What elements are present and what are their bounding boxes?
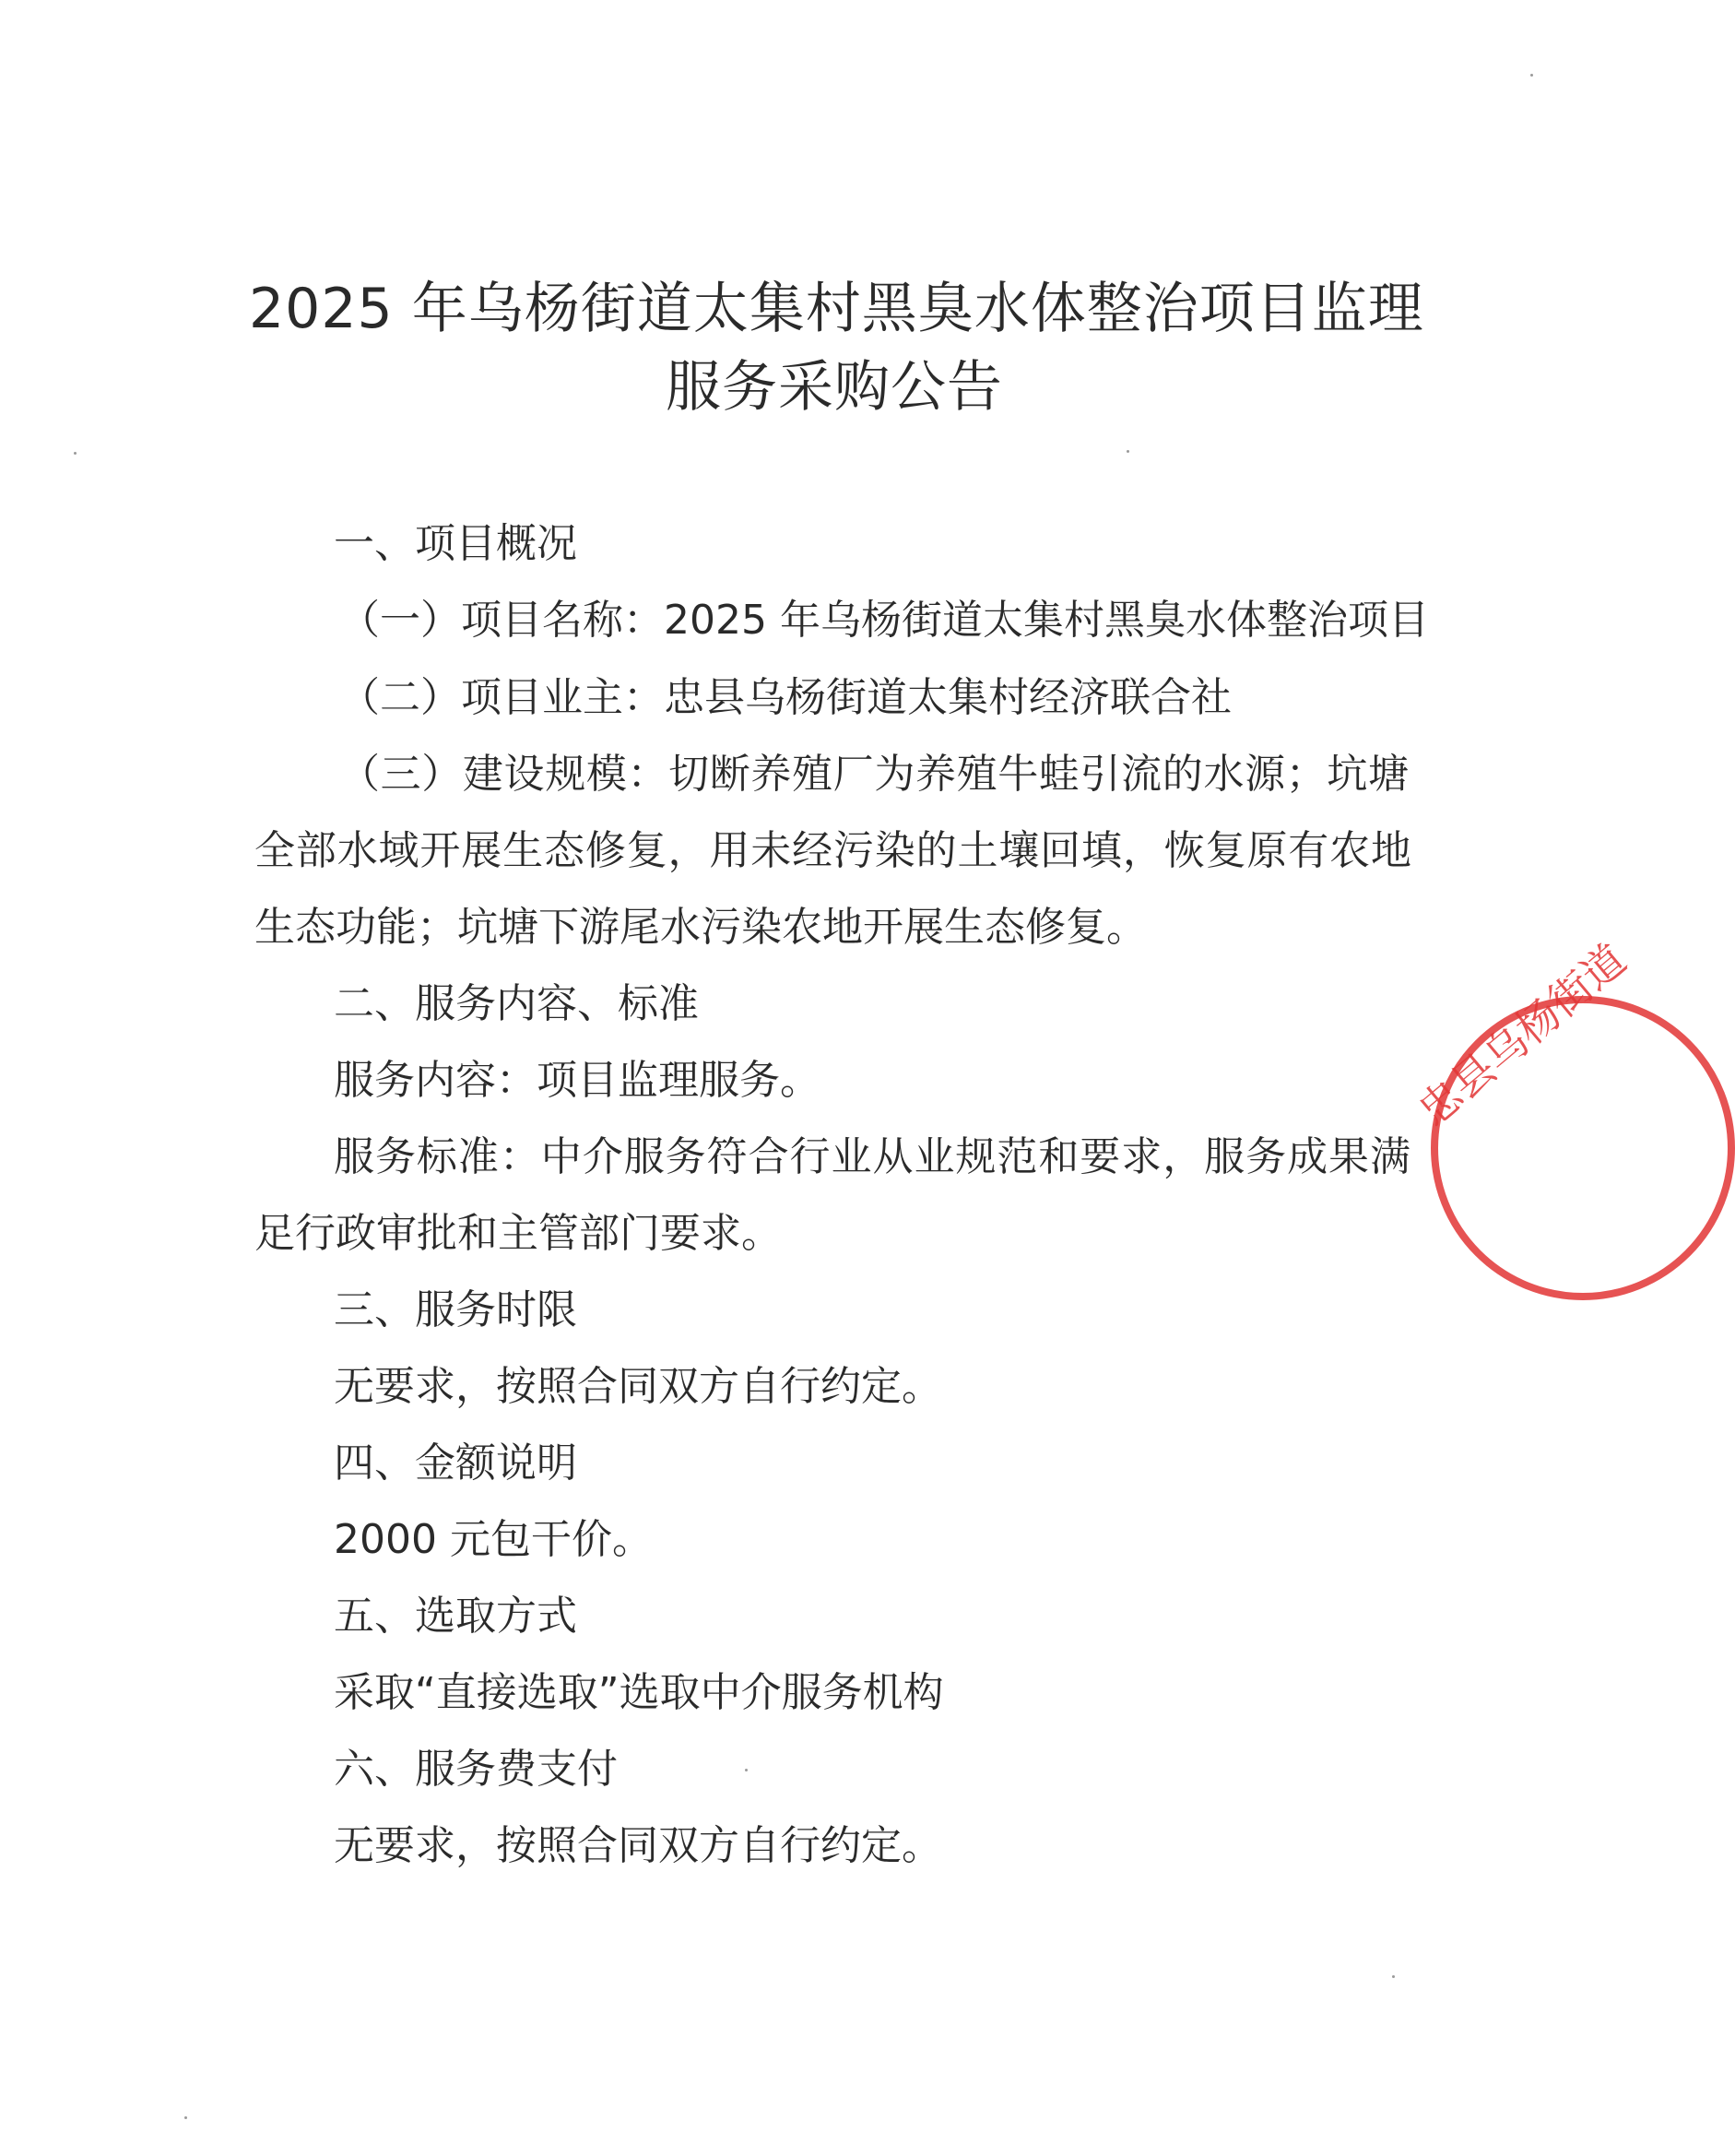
project-name: （一）项目名称：2025 年乌杨街道太集村黑臭水体整治项目: [339, 597, 1429, 644]
amount-text: 2000 元包干价。: [334, 1516, 653, 1563]
section-6-heading: 六、服务费支付: [334, 1746, 618, 1793]
section-5-heading: 五、选取方式: [334, 1593, 577, 1640]
section-4-heading: 四、金额说明: [334, 1439, 577, 1487]
project-owner: （二）项目业主：忠县乌杨街道太集村经济联合社: [339, 674, 1232, 721]
service-standard-line-2: 足行政审批和主管部门要求。: [254, 1210, 782, 1257]
construction-scale-line-2: 全部水域开展生态修复，用未经污染的土壤回填，恢复原有农地: [254, 827, 1411, 874]
scan-speck: [1530, 74, 1533, 77]
scan-speck: [74, 452, 77, 455]
section-3-heading: 三、服务时限: [334, 1286, 577, 1333]
service-period-text: 无要求，按照合同双方自行约定。: [334, 1363, 942, 1410]
document-title-line-1: 2025 年乌杨街道太集村黑臭水体整治项目监理: [249, 277, 1424, 341]
document-title-line-2: 服务采购公告: [666, 355, 1003, 420]
selection-method-text: 采取“直接选取”选取中介服务机构: [334, 1669, 944, 1716]
scan-speck: [1392, 1975, 1395, 1978]
service-content: 服务内容：项目监理服务。: [334, 1057, 820, 1104]
section-2-heading: 二、服务内容、标准: [334, 980, 699, 1027]
construction-scale-line-3: 生态功能；坑塘下游尾水污染农地开展生态修复。: [254, 904, 1147, 951]
official-seal-text: 忠县乌杨街道: [1408, 933, 1636, 1136]
scan-speck: [745, 1769, 748, 1771]
service-standard-line-1: 服务标准：中介服务符合行业从业规范和要求，服务成果满: [334, 1133, 1410, 1180]
scan-speck: [184, 2116, 187, 2119]
section-1-heading: 一、项目概况: [334, 520, 577, 567]
scan-speck: [1127, 450, 1129, 453]
payment-text: 无要求，按照合同双方自行约定。: [334, 1822, 942, 1869]
construction-scale-line-1: （三）建设规模：切断养殖厂为养殖牛蛙引流的水源；坑塘: [339, 751, 1409, 798]
